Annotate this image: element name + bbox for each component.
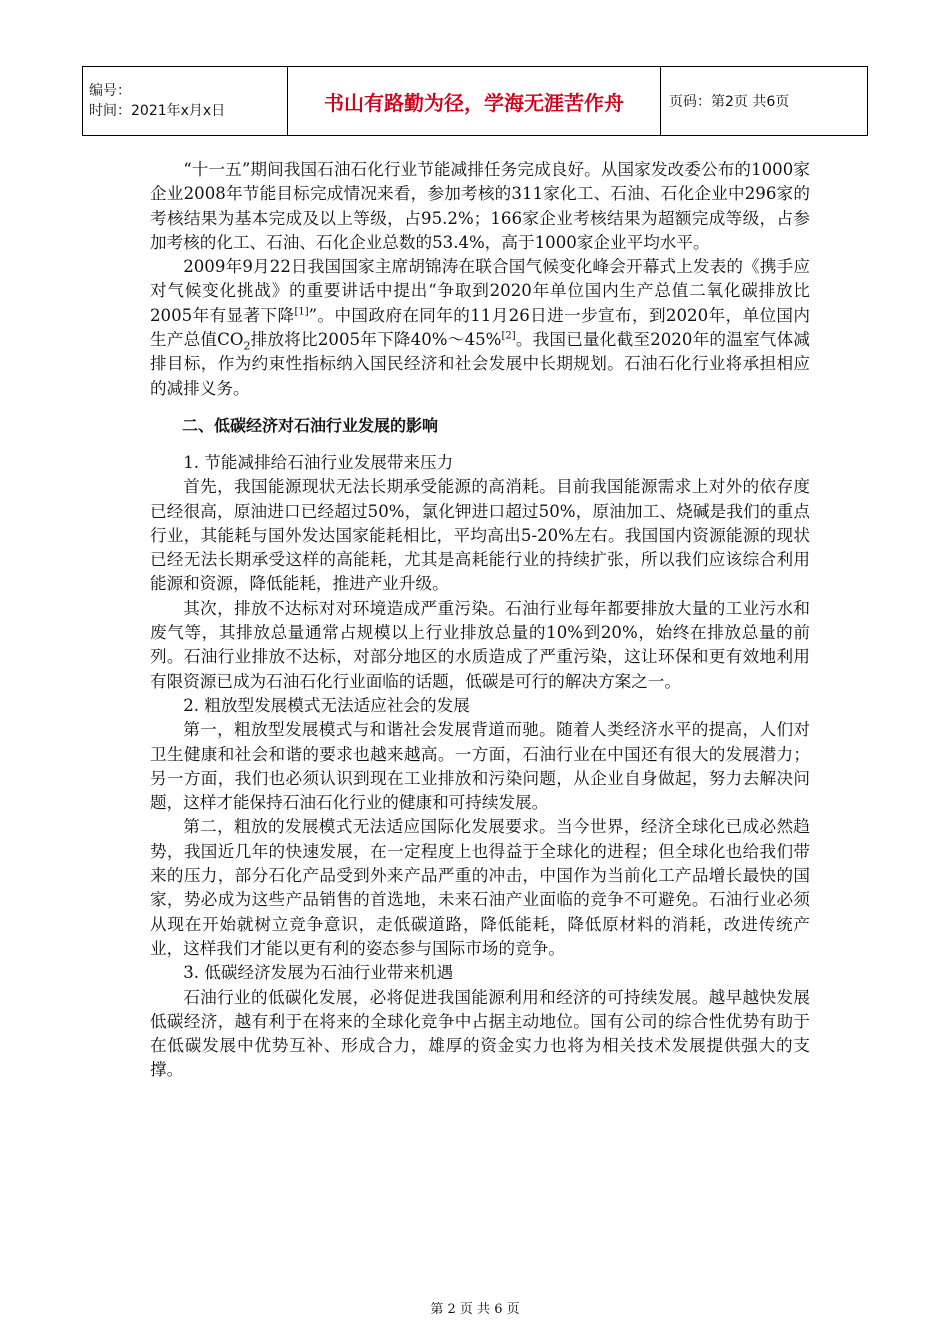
- page-header: [82, 66, 868, 136]
- paragraph: 第二，粗放的发展模式无法适应国际化发展要求。当今世界，经济全球化已成必然趋势，我国近几年的快速发展，在一定程度上也得益于全球化的进程；但全球化也给我们带来的压力，部分石化产品受到外来产品严重的冲击，中国作为当前化工产品增长最快的国家，势必成为这些产品销售的首选地，未来石油产业面临的竞争不可避免。石油行业必须从现在开始就树立竞争意识，走低碳道路，降低能耗，降低原材料的消耗，改进传统产业，这样我们才能以更有利的姿态参与国际市场的竞争。: [150, 817, 810, 958]
- paragraph: “十一五”期间我国石油石化行业节能减排任务完成良好。从国家发改委公布的1000家企业2008年节能目标完成情况来看，参加考核的311家化工、石油、石化企业中296家的考核结果为基本完成及以上等级，占95.2%；166家企业考核结果为超额完成等级，占参加考核的化工、石油、石化企业总数的53.4%，高于1000家企业平均水平。: [150, 160, 810, 252]
- document-body: [150, 158, 810, 1083]
- section-heading: 二、低碳经济对石油行业发展的影响: [182, 415, 439, 435]
- subsection-heading: 2. 粗放型发展模式无法适应社会的发展: [183, 695, 470, 715]
- paragraph: 2009年9月22日我国国家主席胡锦涛在联合国气候变化峰会开幕式上发表的《携手应对气候变化挑战》的重要讲话中提出“争取到2020年单位国内生产总值二氧化碳排放比2005年有显著下降[1]”。中国政府在同年的11月26日进一步宣布，到2020年，单位国内生产总值$CO_2$排放将比2005年下降40%～45%[2]。我国已量化截至2020年的温室气体减排目标，作为约束性指标纳入国民经济和社会发展中长期规划。石油石化行业将承担相应的减排义务。: [150, 257, 810, 398]
- page-footer: 第 2 页 共 6 页: [430, 1302, 520, 1317]
- paragraph: 第一，粗放型发展模式与和谐社会发展背道而驰。随着人类经济水平的提高，人们对卫生健康和社会和谐的要求也越来越高。一方面，石油行业在中国还有很大的发展潜力；另一方面，我们也必须认识到现在工业排放和污染问题，从企业自身做起，努力去解决问题，这样才能保持石油石化行业的健康和可持续发展。: [150, 720, 810, 813]
- paragraph: 石油行业的低碳化发展，必将促进我国能源利用和经济的可持续发展。越早越快发展低碳经济，越有利于在将来的全球化竞争中占据主动地位。国有公司的综合性优势有助于在低碳发展中优势互补、形成合力，雄厚的资金实力也将为相关技术发展提供强大的支撑。: [150, 987, 810, 1080]
- document-date-label: 时间：2021年x月x日: [89, 103, 226, 119]
- document-number-label: 编号：: [89, 83, 131, 99]
- paragraph: 其次，排放不达标对对环境造成严重污染。石油行业每年都要排放大量的工业污水和废气等，其排放总量通常占规模以上行业排放总量的10%到20%，始终在排放总量的前列。石油行业排放不达标，对部分地区的水质造成了严重污染，这让环保和更有效地利用有限资源已成为石油石化行业面临的话题，低碳是可行的解决方案之一。: [150, 598, 810, 691]
- citation-ref: [1]: [294, 306, 309, 318]
- citation-ref: [2]: [501, 330, 516, 342]
- header-motto: 书山有路勤为径，学海无涯苦作舟: [288, 67, 661, 136]
- subsection-heading: 1. 节能减排给石油行业发展带来压力: [183, 452, 454, 472]
- subscript: 2: [243, 339, 251, 353]
- header-page-info: 页码：第2页 共6页: [661, 67, 868, 136]
- paragraph: 首先，我国能源现状无法长期承受能源的高消耗。目前我国能源需求上对外的依存度已经很高，原油进口已经超过50%，氯化钾进口超过50%，原油加工、烧碱是我们的重点行业，其能耗与国外发达国家能耗相比，平均高出5-20%左右。我国国内资源能源的现状已经无法长期承受这样的高能耗，尤其是高耗能行业的持续扩张，所以我们应该综合利用能源和资源，降低能耗，推进产业升级。: [150, 477, 810, 594]
- header-meta: [83, 67, 288, 136]
- subsection-heading: 3. 低碳经济发展为石油行业带来机遇: [183, 963, 454, 983]
